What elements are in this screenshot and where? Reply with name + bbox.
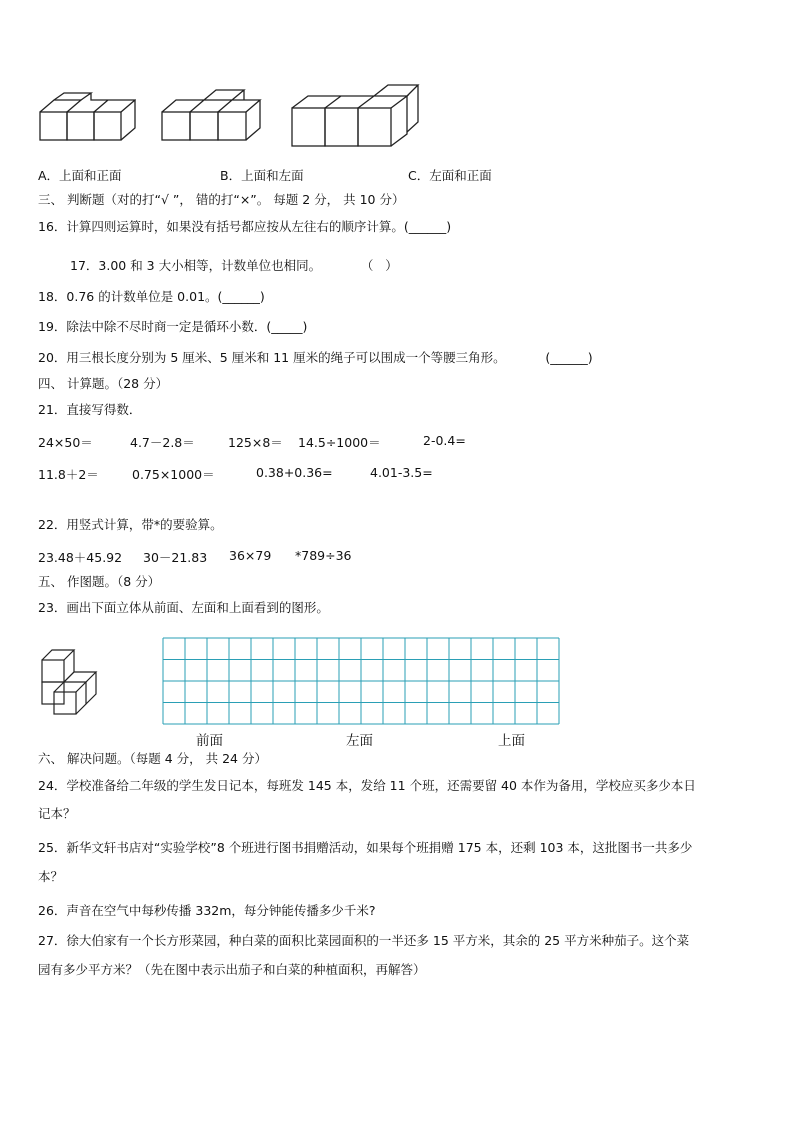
label-front: 前面 <box>196 733 223 749</box>
question-27-line2: 园有多少平方米？（先在图中表示出茄子和白菜的种植面积，再解答） <box>38 962 426 977</box>
q21-item: 4.01-3.5= <box>370 465 433 480</box>
question-22-title: 22．用竖式计算，带*的要验算。 <box>38 517 223 532</box>
question-20: 20．用三根长度分别为 5 厘米、5 厘米和 11 厘米的绳子可以围成一个等腰三角形。 (______) <box>38 350 593 365</box>
option-a: A．上面和正面 <box>38 168 122 183</box>
question-17: 17．3.00 和 3 大小相等，计数单位也相同。 （ ） <box>70 258 398 273</box>
q15-options <box>0 166 794 182</box>
q23-drawing-grid <box>162 637 560 725</box>
question-16: 16．计算四则运算时，如果没有括号都应按从左往右的顺序计算。(______) <box>38 219 452 234</box>
q23-grid-labels <box>0 729 794 749</box>
section6-heading: 六、 解决问题。（每题 4 分， 共 24 分） <box>38 751 267 766</box>
q21-row-2 <box>0 465 794 481</box>
q22-item: 23.48＋45.92 <box>38 550 123 565</box>
q21-item: 4.7－2.8＝ <box>130 435 195 450</box>
q22-items <box>0 548 794 564</box>
q21-item: 125×8＝ <box>228 435 283 450</box>
q21-item: 11.8＋2＝ <box>38 467 99 482</box>
section3-heading: 三、 判断题（对的打“√ ”， 错的打“×”。 每题 2 分， 共 10 分） <box>38 192 405 207</box>
label-left: 左面 <box>346 733 373 749</box>
question-25-line2: 本？ <box>38 869 64 884</box>
question-19: 19．除法中除不尽时商一定是循环小数．(_____) <box>38 319 308 334</box>
section5-heading: 五、 作图题。（8 分） <box>38 574 161 589</box>
q21-item: 14.5÷1000＝ <box>298 435 381 450</box>
question-21-title: 21．直接写得数． <box>38 402 142 417</box>
option-c-cube-figure <box>288 82 423 152</box>
q21-item: 2-0.4= <box>423 433 466 448</box>
question-25-line1: 25．新华文轩书店对“实验学校”8 个班进行图书捐赠活动，如果每个班捐赠 175 本，还剩 103 本，这批图书一共多少 <box>38 840 693 855</box>
option-a-cube-figure <box>36 90 136 145</box>
option-c: C．左面和正面 <box>408 168 492 183</box>
option-b: B．上面和左面 <box>220 168 304 183</box>
q22-item: *789÷36 <box>295 548 352 563</box>
q23-solid-figure <box>38 644 104 716</box>
q21-item: 24×50＝ <box>38 435 93 450</box>
q22-item: 36×79 <box>229 548 272 563</box>
q21-item: 0.38+0.36= <box>256 465 333 480</box>
label-top: 上面 <box>498 733 525 749</box>
question-27-line1: 27．徐大伯家有一个长方形菜园，种白菜的面积比菜园面积的一半还多 15 平方米，其余的 25 平方米种茄子。这个菜 <box>38 933 690 948</box>
section4-heading: 四、 计算题。（28 分） <box>38 376 169 391</box>
question-24-line1: 24．学校准备给二年级的学生发日记本，每班发 145 本，发给 11 个班，还需要留 40 本作为备用，学校应买多少本日 <box>38 778 696 793</box>
q21-row-1 <box>0 433 794 449</box>
question-23-title: 23．画出下面立体从前面、左面和上面看到的图形。 <box>38 600 329 615</box>
question-18: 18．0.76 的计数单位是 0.01。(______) <box>38 289 265 304</box>
question-24-line2: 记本？ <box>38 806 76 821</box>
option-b-cube-figure <box>158 88 268 145</box>
q22-item: 30－21.83 <box>143 550 208 565</box>
q21-item: 0.75×1000＝ <box>132 467 215 482</box>
question-26: 26．声音在空气中每秒传播 332m，每分钟能传播多少千米? <box>38 903 376 918</box>
